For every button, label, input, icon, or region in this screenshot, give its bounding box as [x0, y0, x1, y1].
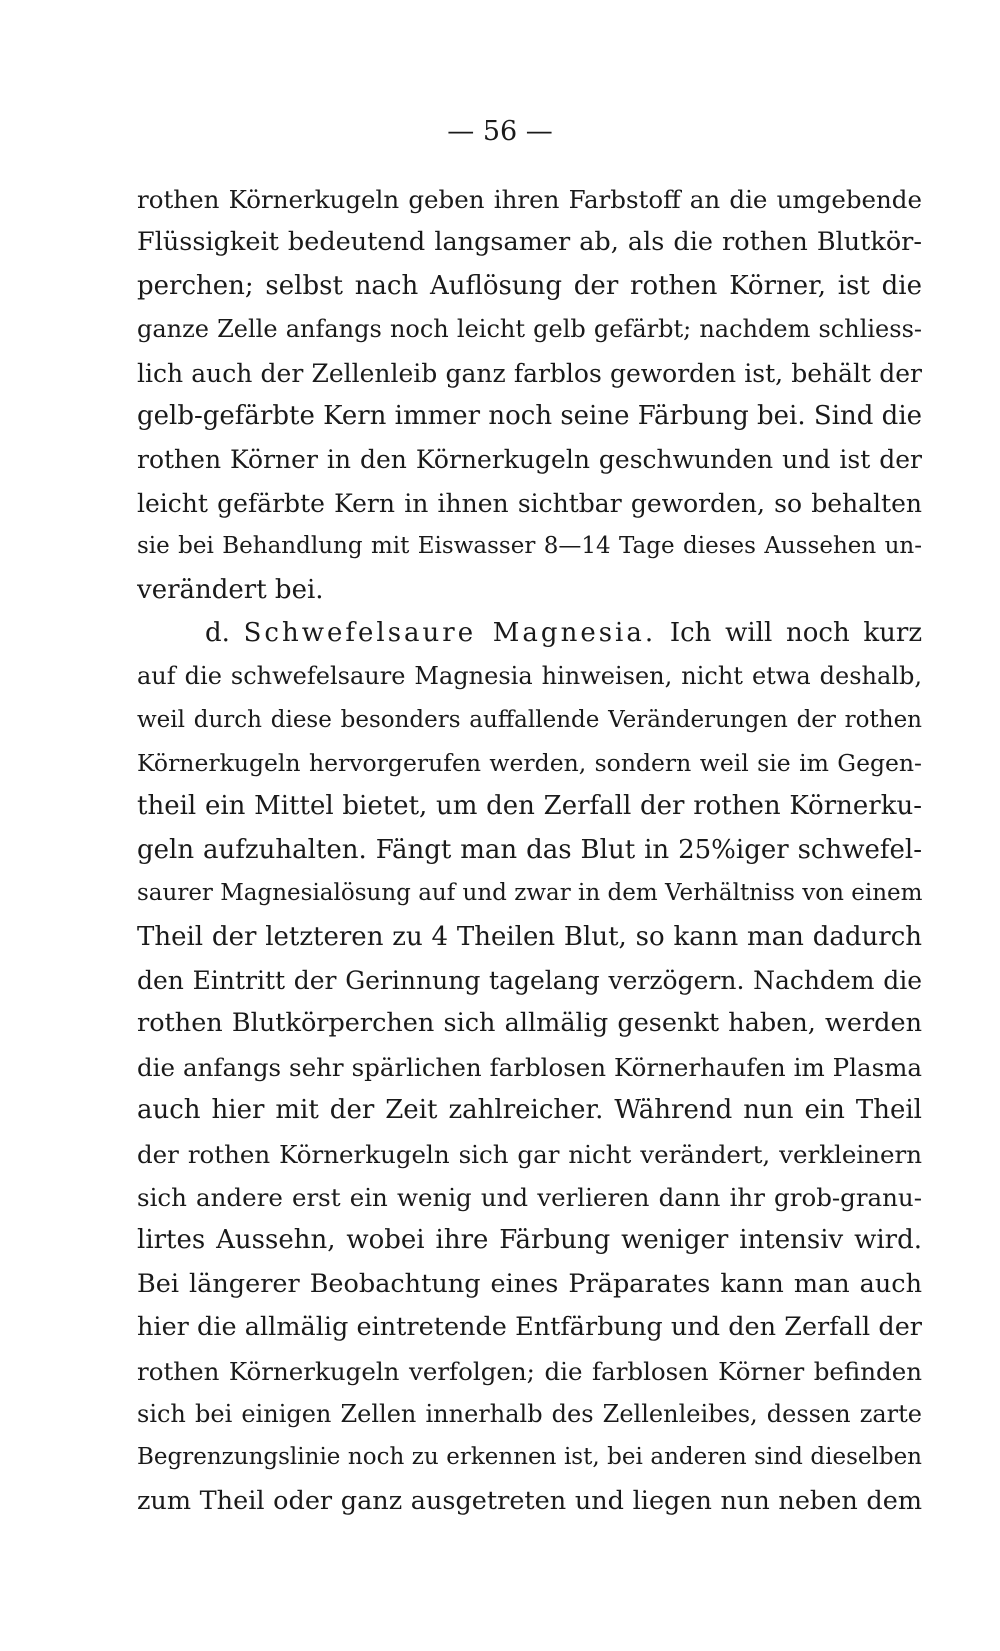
section-first-line-rest: Ich will noch kurz — [669, 617, 922, 648]
text-line: weil durch diese besonders auffallende Veränderungen der rothen — [137, 706, 922, 733]
text-line: rothen Körner in den Körnerkugeln geschwunden und ist der — [137, 445, 922, 475]
body-text — [137, 178, 922, 1523]
text-line: lich auch der Zellenleib ganz farblos geworden ist, behält der — [137, 358, 922, 388]
text-line: Theil der letzteren zu 4 Theilen Blut, so kann man dadurch — [137, 921, 922, 952]
text-line: auf die schwefelsaure Magnesia hinweisen, nicht etwa deshalb, — [137, 662, 922, 691]
text-line: Körnerkugeln hervorgerufen werden, sondern weil sie im Gegen- — [137, 749, 922, 778]
text-line: zum Theil oder ganz ausgetreten und liegen nun neben dem — [137, 1485, 922, 1516]
text-line: verändert bei. — [137, 574, 324, 605]
text-line: perchen; selbst nach Auflösung der rothen Körner, ist die — [137, 270, 922, 301]
text-line: geln aufzuhalten. Fängt man das Blut in 25%iger schwefel- — [137, 834, 922, 865]
text-line: gelb-gefärbte Kern immer noch seine Färbung bei. Sind die — [137, 400, 922, 431]
text-line: ganze Zelle anfangs noch leicht gelb gefärbt; nachdem schliess- — [137, 315, 922, 344]
text-line: sich andere erst ein wenig und verlieren dann ihr grob-granu- — [137, 1182, 922, 1212]
text-line: der rothen Körnerkugeln sich gar nicht verändert, verkleinern — [137, 1139, 922, 1169]
text-line: rothen Körnerkugeln geben ihren Farbstoff an die umgebende — [137, 185, 922, 214]
text-line: theil ein Mittel bietet, um den Zerfall der rothen Körnerku- — [137, 791, 922, 822]
text-line: Flüssigkeit bedeutend langsamer ab, als die rothen Blutkör- — [137, 227, 922, 258]
text-line: Bei längerer Beobachtung eines Präparates kann man auch — [137, 1268, 922, 1299]
text-line: leicht gefärbte Kern in ihnen sichtbar geworden, so behalten — [137, 488, 922, 518]
text-line: lirtes Aussehn, wobei ihre Färbung weniger intensiv wird. — [137, 1225, 922, 1256]
section-heading: Schwefelsaure Magnesia. — [243, 617, 657, 648]
page-number: — 56 — — [447, 116, 553, 147]
text-line: rothen Körnerkugeln verfolgen; die farblosen Körner befinden — [137, 1356, 922, 1386]
section-label: d. — [205, 617, 230, 648]
text-line: sich bei einigen Zellen innerhalb des Zellenleibes, dessen zarte — [137, 1399, 922, 1428]
text-line: hier die allmälig eintretende Entfärbung und den Zerfall der — [137, 1312, 922, 1343]
text-line: sie bei Behandlung mit Eiswasser 8—14 Tage dieses Aussehen un- — [137, 533, 922, 560]
section-heading-line — [137, 612, 922, 655]
text-line: den Eintritt der Gerinnung tagelang verzögern. Nachdem die — [137, 966, 922, 996]
text-line: auch hier mit der Zeit zahlreicher. Während nun ein Theil — [137, 1095, 922, 1126]
text-line: saurer Magnesialösung auf und zwar in dem Verhältniss von einem — [137, 880, 922, 907]
text-line: die anfangs sehr spärlichen farblosen Körnerhaufen im Plasma — [137, 1052, 922, 1082]
text-line: Begrenzungslinie noch zu erkennen ist, bei anderen sind dieselben — [137, 1444, 922, 1471]
text-line: rothen Blutkörperchen sich allmälig gesenkt haben, werden — [137, 1008, 922, 1039]
